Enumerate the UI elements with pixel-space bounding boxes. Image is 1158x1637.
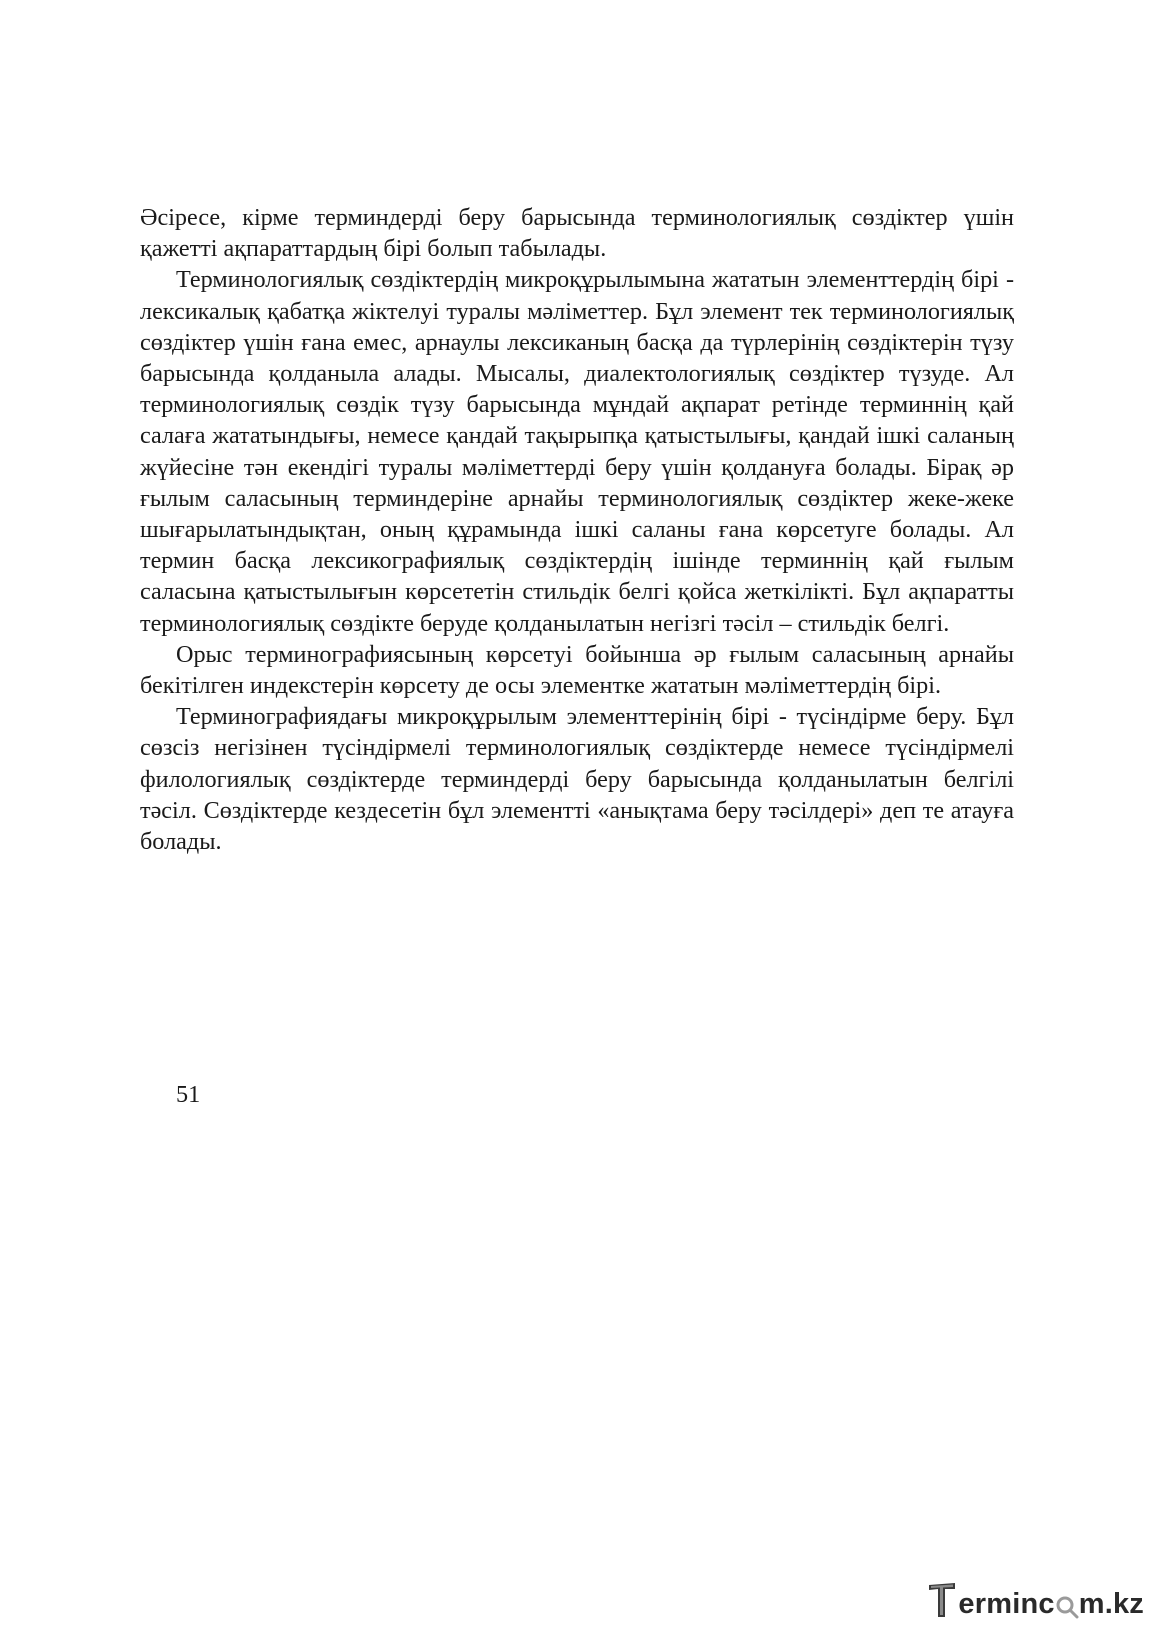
paragraph-2: Терминологиялық сөздіктердің микроқұрылымына жататын элементтердің бірі - лексикалық қабатқа жіктелуі туралы мәліметтер. Бұл элемент тек терминологиялық сөздіктер үшін ғана емес, арнаулы лексиканың басқа да түрлерінің сөздіктерін түзу барысында қолданыла алады. Мысалы, диалектологиялық сөздіктер түзуде. Ал терминологиялық сөздік түзу барысында мұндай ақпарат ретінде терминнің қай салаға жататындығы, немесе қандай тақырыпқа қатыстылығы, қандай ішкі саланың жүйесіне тән екендігі туралы мәліметтерді беру үшін қолдануға болады. Бірақ әр ғылым саласының терминдеріне арнайы терминологиялық сөздіктер жеке-жеке шығарылатындықтан, оның құрамында ішкі саланы ғана көрсетуге болады. Ал термин басқа лексикографиялық сөздіктердің ішінде терминнің қай ғылым саласына қатыстылығын көрсететін стильдік белгі қойса жеткілікті. Бұл ақпаратты терминологиялық сөздікте беруде қолданылатын негізгі тәсіл – стильдік белгі. (140, 266, 1014, 637)
paragraph-1: Әсіресе, кірме терминдерді беру барысында терминологиялық сөздіктер үшін қажетті ақпараттардың бірі болып табылады. (140, 204, 1014, 263)
magnifier-o-icon (1055, 1591, 1079, 1621)
paragraph-3: Орыс терминографиясының көрсетуі бойынша әр ғылым саласының арнайы бекітілген индекстерін көрсету де осы элементке жататын мәліметтердің бірі. (140, 640, 1014, 700)
watermark-text-end: m.kz (1078, 1588, 1144, 1620)
page-number: 51 (176, 1081, 201, 1108)
paragraph-4: Терминографиядағы микроқұрылым элементтерінің бірі - түсіндірме беру. Бұл сөзсіз негізінен түсіндірмелі терминологиялық сөздіктерде немесе түсіндірмелі филологиялық сөздіктерде терминдерді беру барысында қолданылатын белгілі тәсіл. Сөздіктерде кездесетін бұл элементті «анықтама беру тәсілдері» деп те атауға болады. (140, 703, 1014, 856)
document-body (140, 202, 1014, 857)
t-logo-icon (927, 1577, 957, 1621)
site-watermark (927, 1577, 1144, 1621)
watermark-text-start: ermin (958, 1588, 1039, 1620)
watermark-text-c: c (1038, 1588, 1055, 1620)
